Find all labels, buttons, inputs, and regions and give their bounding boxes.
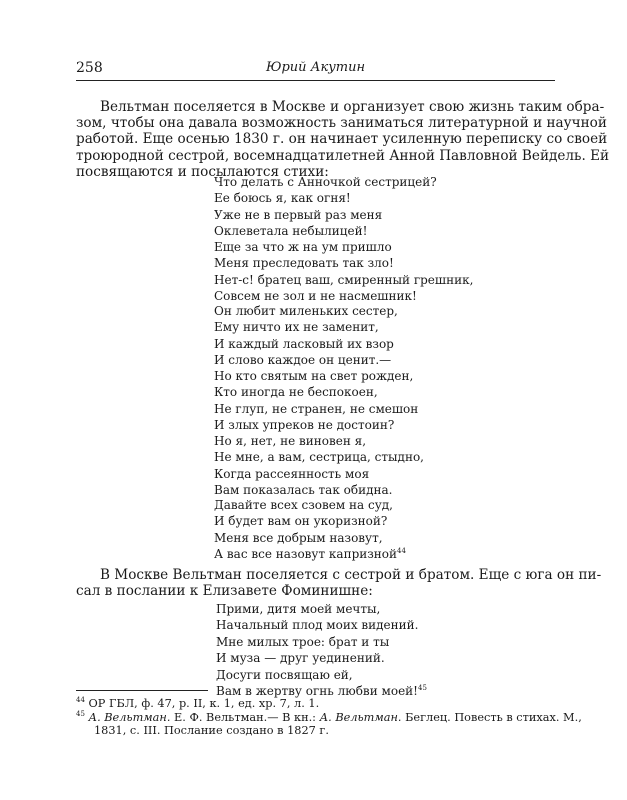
verse-line: И муза — друг уединений. [216, 651, 385, 666]
poem-stanza [216, 601, 427, 699]
poem-stanza [214, 368, 418, 434]
verse-line: Ее боюсь я, как огня! [214, 191, 351, 206]
verse-text: Вам в жертву огнь любви моей! [216, 684, 418, 699]
verse-line: Оклеветала небылицей! [214, 224, 368, 239]
footnote-ref-44[interactable]: 44 [397, 547, 406, 556]
verse-line: Совсем не зол и не насмешник! [214, 289, 417, 304]
page-header [76, 60, 555, 81]
poem-stanza [214, 239, 473, 305]
verse-line: И злых упреков не достоин? [214, 418, 395, 433]
verse-line: Он любит миленьких сестер, [214, 304, 398, 318]
poem-stanza [214, 174, 437, 240]
verse-line: Прими, дитя моей мечты, [216, 602, 381, 616]
verse-line: Уже не в первый раз меня [214, 207, 383, 222]
footnote-45 [76, 709, 582, 725]
verse-line: Вам показалась так обидна. [214, 483, 393, 498]
text-line: зом, чтобы она давала возможность заниматься литературной и научной [76, 115, 607, 132]
verse-line: Меня преследовать так зло! [214, 256, 394, 271]
verse-line: Меня все добрым назовут, [214, 530, 383, 545]
poem-stanza [214, 433, 424, 499]
verse-line: Начальный плод моих видений. [216, 618, 419, 633]
running-title: Юрий Акутин [265, 60, 366, 75]
text-line: троюродной сестрой, восемнадцатилетней Анной Павловной Вейдель. Ей [76, 147, 610, 164]
verse-line: Не мне, а вам, сестрица, стыдно, [214, 450, 424, 465]
text-line: сал в послании к Елизавете Фоминишне: [76, 583, 373, 600]
verse-line: И каждый ласковый их взор [214, 336, 394, 351]
verse-line: Кто иногда не беспокоен, [214, 385, 378, 400]
verse-line: Давайте всех сзовем на суд, [214, 498, 393, 512]
text-line: работой. Еще осенью 1830 г. он начинает усиленную переписку со своей [76, 131, 608, 148]
verse-line [214, 546, 406, 562]
text-line: В Москве Вельтман поселяется с сестрой и братом. Еще с юга он пи- [100, 567, 602, 583]
footnote-author: А. Вельтман. [88, 710, 171, 724]
verse-line: Ему ничто их не заменит, [214, 320, 379, 335]
verse-text: А вас все назовут капризной [214, 547, 398, 562]
verse-line: Но я, нет, не виновен я, [214, 434, 367, 448]
text-line: посвящаются и посылаются стихи: [76, 163, 329, 180]
footnote-45-continued: 1831, с. III. Послание создано в 1827 г. [94, 724, 329, 738]
footnote-divider [76, 690, 208, 691]
verse-line: Досуги посвящаю ей, [216, 667, 353, 682]
footnote-text: Беглец. Повесть в стихах. М., [401, 710, 582, 724]
verse-line: Не глуп, не странен, не смешон [214, 401, 419, 416]
footnotes [76, 696, 582, 738]
poem-stanza [214, 497, 406, 563]
verse-line: Но кто святым на свет рожден, [214, 369, 414, 383]
footnote-44 [76, 697, 552, 711]
verse-line: Нет-с! братец ваш, смиренный грешник, [214, 272, 474, 287]
verse-line: Мне милых трое: брат и ты [216, 634, 390, 649]
verse-line: И будет вам он укоризной? [214, 514, 388, 529]
poem-stanza [214, 303, 398, 369]
verse-line: Когда рассеянность моя [214, 466, 370, 481]
footnote-ref-45[interactable]: 45 [417, 684, 427, 693]
footnote-text: ОР ГБЛ, ф. 47, р. II, к. 1, ед. хр. 7, л. 1. [88, 697, 320, 710]
footnote-number: 44 [76, 696, 85, 704]
footnote-number: 45 [76, 709, 85, 718]
second-paragraph [76, 567, 602, 600]
verse-line: И слово каждое он ценит.— [214, 353, 392, 368]
page-number: 258 [76, 60, 103, 76]
text-line: Вельтман поселяется в Москве и организует свою жизнь таким обра- [100, 99, 605, 115]
intro-paragraph [76, 99, 610, 180]
verse-line: Еще за что ж на ум пришло [214, 240, 392, 254]
verse-line: Что делать с Анночкой сестрицей? [214, 175, 437, 189]
footnote-text: Е. Ф. Вельтман.— В кн.: [170, 710, 320, 724]
footnote-author: А. Вельтман. [319, 710, 402, 724]
